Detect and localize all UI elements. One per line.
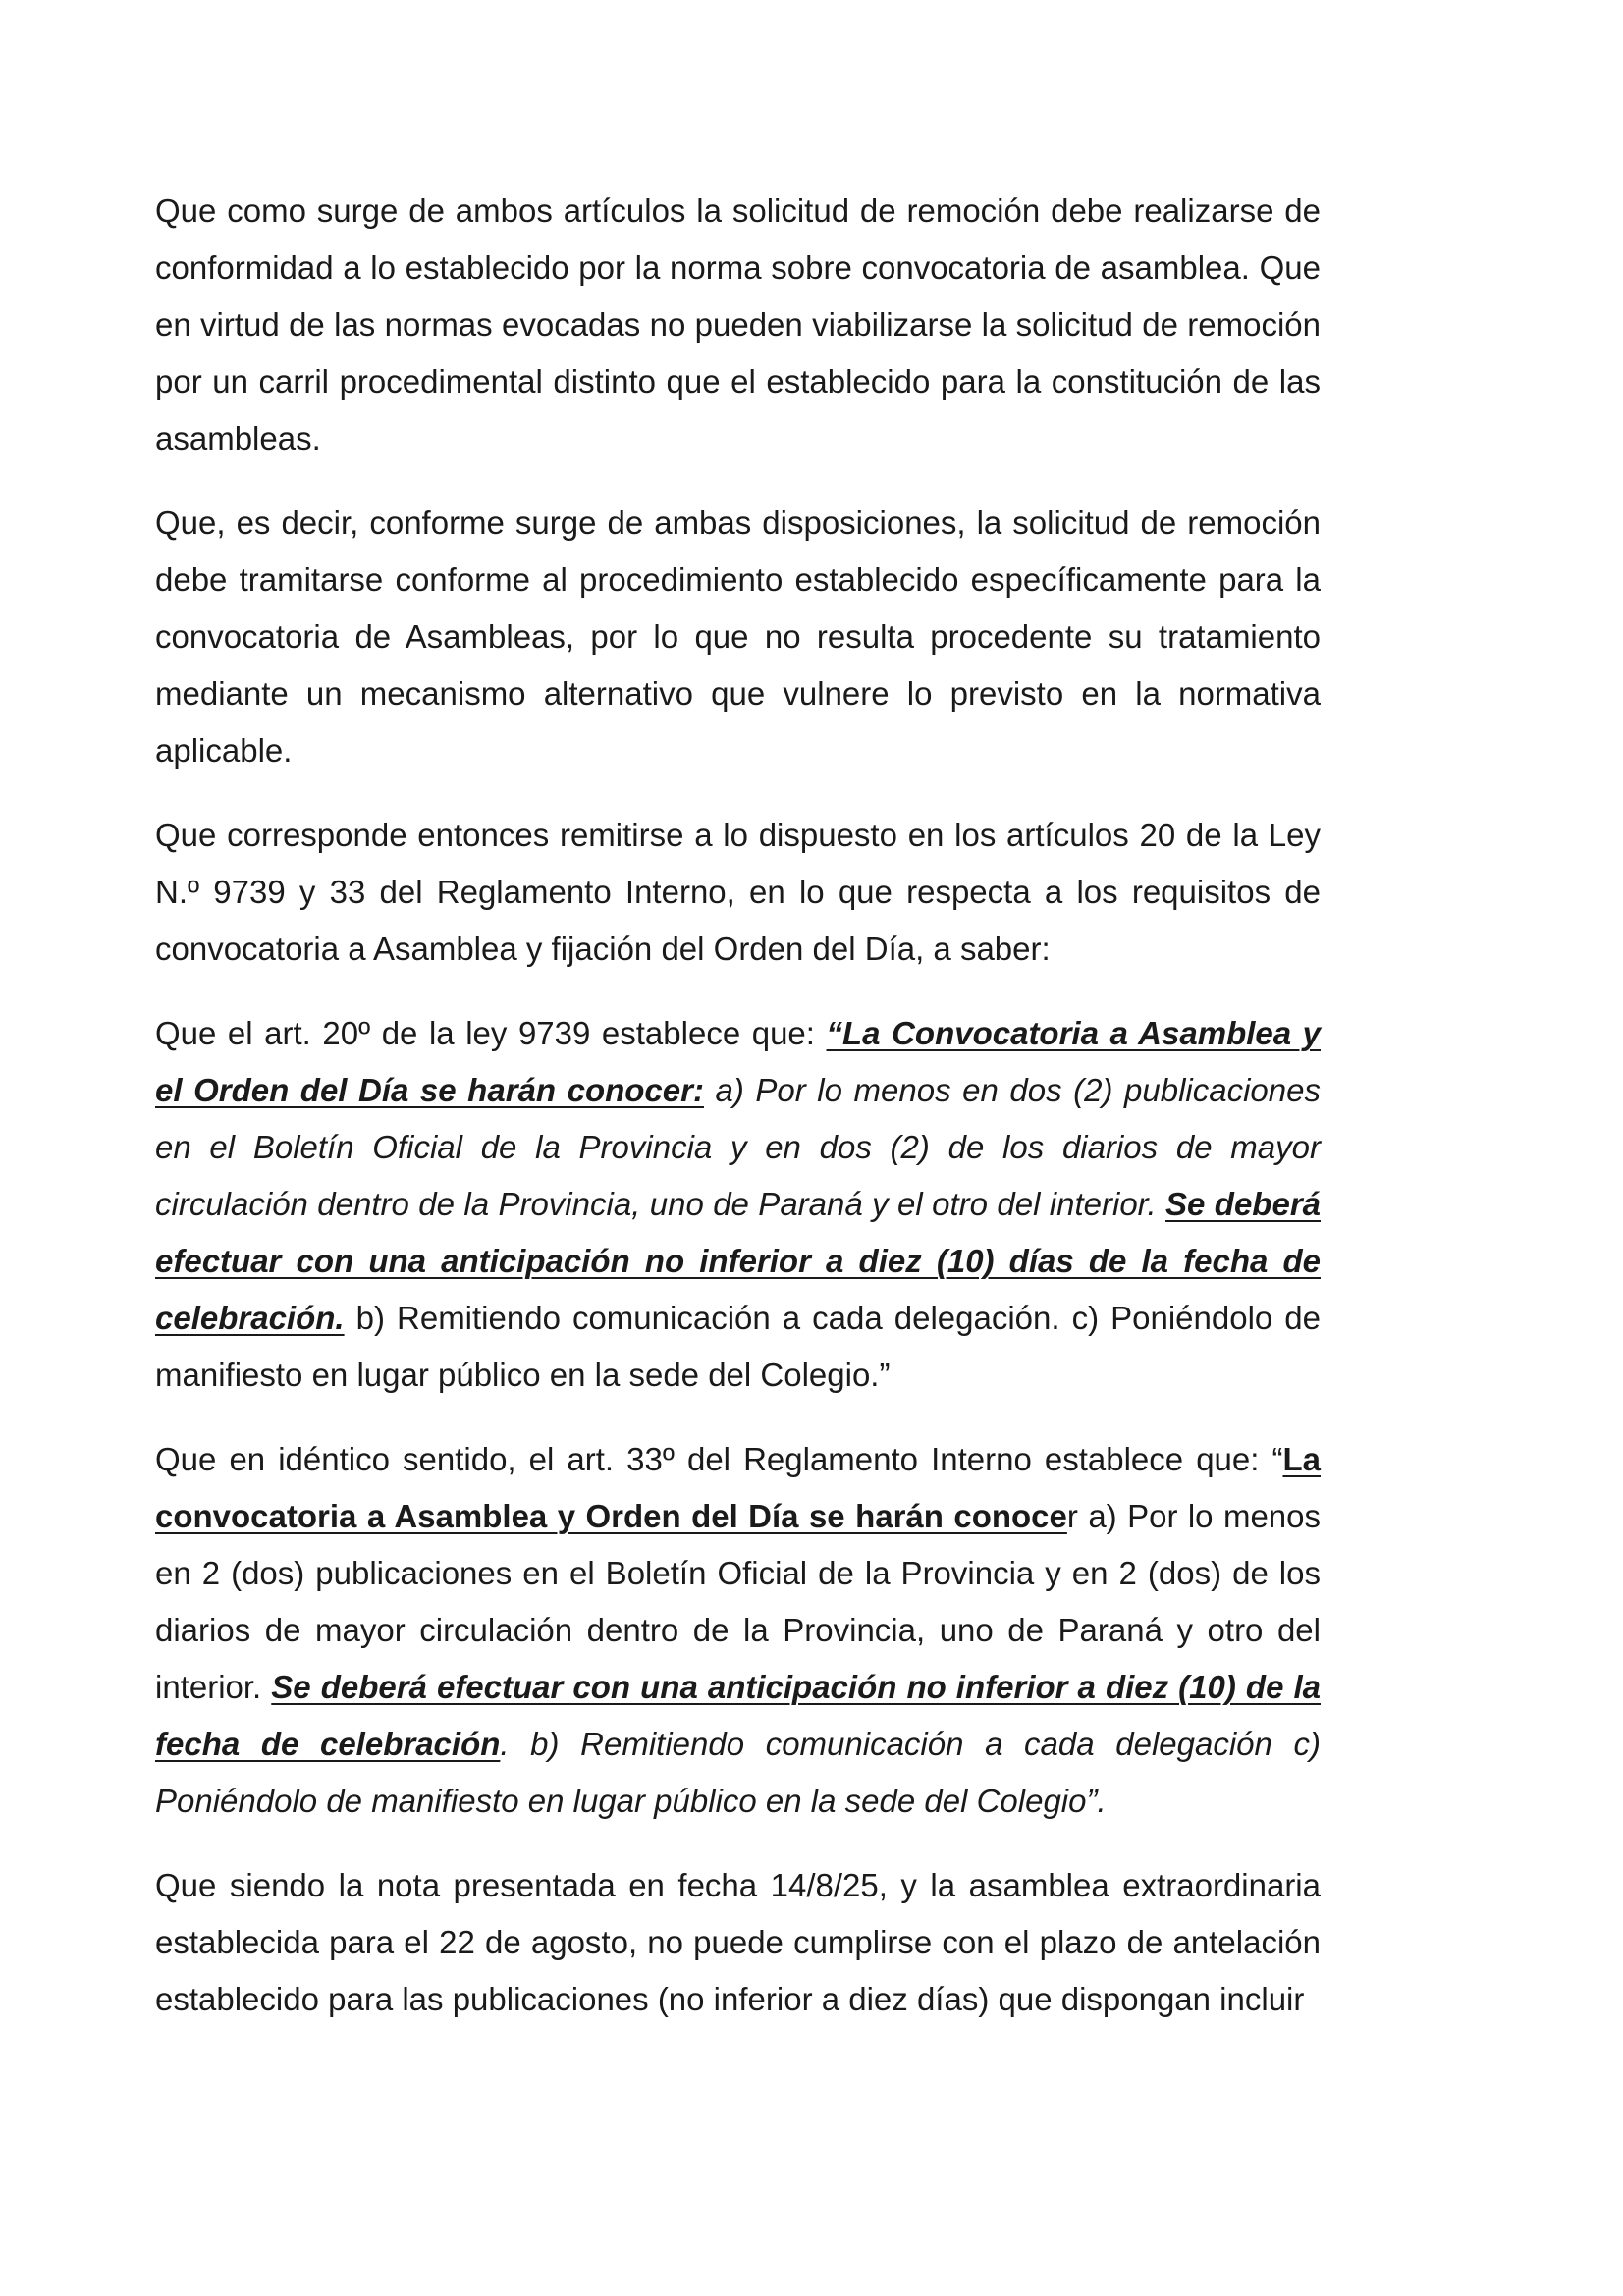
- paragraph-4-rest: b) Remitiendo comunicación a cada delegación. c) Poniéndolo de manifiesto en lugar público en la sede del Colegio.”: [155, 1300, 1321, 1393]
- paragraph-6-text: Que siendo la nota presentada en fecha 14/8/25, y la asamblea extraordinaria establecida para el 22 de agosto, no puede cumplirse con el plazo de antelación establecido para las publicaciones (no inferior a diez días) que dispongan incluir: [155, 1867, 1321, 2017]
- paragraph-4-emphasis-1: La Convocatoria a Asamblea y el Orden del Día se harán conocer:: [155, 1015, 1322, 1108]
- paragraph-5-intro: Que en idéntico sentido, el art. 33º del Reglamento Interno establece que: “: [155, 1441, 1283, 1477]
- paragraph-removal-request: [155, 183, 1321, 467]
- paragraph-4-italic-text: a) Por lo menos en dos (2) publicaciones en el Boletín Oficial de la Provincia y en dos (2) de los diarios de mayor circulación dentro de la Provincia, uno de Paraná y el otro del interior.: [155, 1072, 1321, 1222]
- paragraph-article-33-quote: [155, 1431, 1321, 1830]
- paragraph-5-rest: r a) Por lo menos en 2 (dos) publicaciones en el Boletín Oficial de la Provincia y en 2 (dos) de los diarios de mayor circulación dentro de la Provincia, uno de Paraná y otro del interior.: [155, 1498, 1322, 1705]
- paragraph-5-emphasis-1: La convocatoria a Asamblea y Orden del Día se harán conoce: [155, 1441, 1321, 1534]
- paragraph-date-conclusion: [155, 1857, 1321, 2028]
- paragraph-4-quote-mark: “: [826, 1015, 843, 1051]
- paragraph-2-text: Que, es decir, conforme surge de ambas disposiciones, la solicitud de remoción debe tramitarse conforme al procedimiento establecido específicamente para la convocatoria de Asambleas, por lo que no resulta procedente su tratamiento mediante un mecanismo alternativo que vulnere lo previsto en la normativa aplicable.: [155, 505, 1321, 769]
- paragraph-legal-reference: [155, 807, 1321, 978]
- paragraph-4-intro: Que el art. 20º de la ley 9739 establece que:: [155, 1015, 827, 1051]
- paragraph-4-emphasis-2: Se deberá efectuar con una anticipación no inferior a diez (10) días de la fecha de celebración.: [155, 1186, 1322, 1336]
- paragraph-1-text: Que como surge de ambos artículos la solicitud de remoción debe realizarse de conformidad a lo establecido por la norma sobre convocatoria de asamblea. Que en virtud de las normas evocadas no pueden viabilizarse la solicitud de remoción por un carril procedimental distinto que el establecido para la constitución de las asambleas.: [155, 192, 1321, 456]
- document-body: [155, 183, 1321, 2056]
- paragraph-3-text: Que corresponde entonces remitirse a lo dispuesto en los artículos 20 de la Ley N.º 9739 y 33 del Reglamento Interno, en lo que respecta a los requisitos de convocatoria a Asamblea y fijación del Orden del Día, a saber:: [155, 817, 1321, 967]
- paragraph-procedure: [155, 495, 1321, 779]
- paragraph-5-emphasis-2: Se deberá efectuar con una anticipación no inferior a diez (10) de la fecha de celebración: [155, 1669, 1321, 1762]
- paragraph-5-italic-rest: . b) Remitiendo comunicación a cada delegación c) Poniéndolo de manifiesto en lugar público en la sede del Colegio”.: [155, 1726, 1321, 1819]
- paragraph-article-20-quote: [155, 1005, 1321, 1404]
